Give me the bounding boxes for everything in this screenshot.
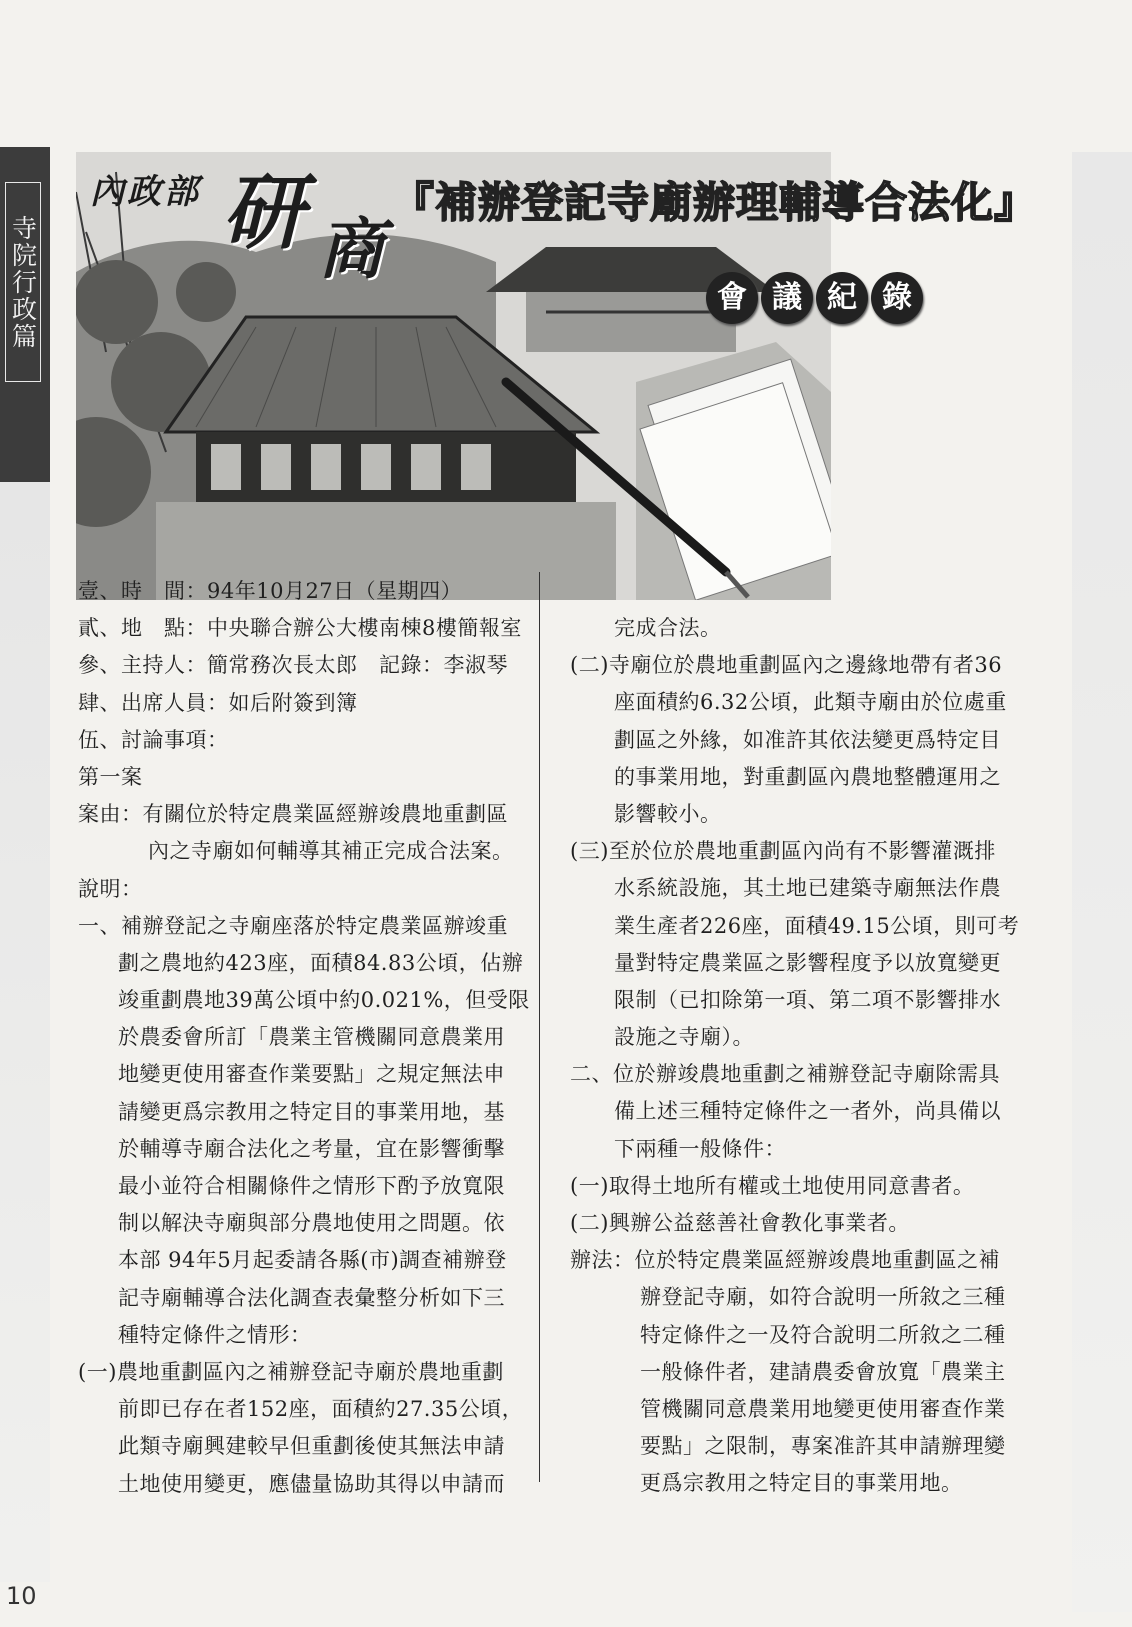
resolution-line: 特定條件之一及符合說明二所敘之二種 bbox=[640, 1322, 1006, 1347]
paragraph-line: 竣重劃農地39萬公頃中約0.021%，但受限 bbox=[118, 988, 530, 1013]
paragraph-line: 水系統設施，其土地已建築寺廟無法作農 bbox=[614, 876, 1001, 901]
paragraph-line: 最小並符合相關條件之情形下酌予放寬限 bbox=[118, 1174, 505, 1198]
left-column bbox=[78, 573, 530, 1503]
right-margin-band bbox=[1072, 152, 1132, 1612]
paragraph-line: 的事業用地，對重劃區內農地整體運用之 bbox=[614, 764, 1001, 789]
paragraph-line: 於輔導寺廟合法化之考量，宜在影響衝擊 bbox=[118, 1136, 505, 1161]
paragraph-line: 地變更使用審查作業要點」之規定無法申 bbox=[118, 1062, 505, 1087]
paragraph-line: 前即已存在者152座，面積約27.35公頃， bbox=[118, 1397, 524, 1422]
subtitle-char: 議 bbox=[761, 272, 813, 324]
resolution-line: 辦法：位於特定農業區經辦竣農地重劃區之補 bbox=[570, 1248, 1000, 1273]
paragraph-line: 種特定條件之情形： bbox=[118, 1322, 312, 1347]
paragraph-line: 請變更爲宗教用之特定目的事業用地，基 bbox=[118, 1099, 505, 1124]
subtitle-char: 紀 bbox=[816, 272, 868, 324]
resolution-line: 辦登記寺廟，如符合說明一所敘之三種 bbox=[640, 1285, 1006, 1310]
paragraph-line: 備上述三種特定條件之一者外，尚具備以 bbox=[614, 1099, 1001, 1124]
left-margin-band bbox=[0, 482, 50, 1582]
explanation-heading: 說明： bbox=[78, 876, 143, 901]
paragraph-line: (二)興辦公益慈善社會教化事業者。 bbox=[570, 1211, 910, 1235]
paragraph-line: 本部 94年5月起委請各縣(市)調查補辦登 bbox=[118, 1248, 507, 1273]
section-tab-label: 寺院行政篇 bbox=[8, 214, 38, 350]
paragraph-line: 量對特定農業區之影響程度予以放寬變更 bbox=[614, 950, 1001, 975]
paragraph-line: 完成合法。 bbox=[614, 616, 722, 640]
paragraph-line: 二、位於辦竣農地重劃之補辦登記寺廟除需具 bbox=[570, 1062, 1000, 1087]
resolution-line: 一般條件者，建請農委會放寬「農業主 bbox=[640, 1359, 1006, 1384]
meeting-location: 貳、地 點：中央聯合辦公大樓南棟8樓簡報室 bbox=[78, 616, 522, 641]
paragraph-line: 土地使用變更，應儘量協助其得以申請而 bbox=[118, 1471, 505, 1496]
paragraph-line: (一)農地重劃區內之補辦登記寺廟於農地重劃 bbox=[78, 1359, 504, 1384]
column-divider bbox=[539, 572, 540, 1482]
article-title: 『補辦登記寺廟辦理輔導合法化』 bbox=[392, 178, 1038, 227]
paragraph-line: 限制（已扣除第一項、第二項不影響排水 bbox=[614, 987, 1001, 1012]
paragraph-line: (二)寺廟位於農地重劃區內之邊緣地帶有者36 bbox=[570, 653, 1003, 678]
paragraph-line: 劃之農地約423座，面積84.83公頃，佔辦 bbox=[118, 950, 524, 975]
brand-ministry: 內政部 bbox=[90, 172, 201, 212]
brand-discuss-char: 商 bbox=[318, 210, 384, 288]
paragraph-line: 劃區之外緣，如准許其依法變更爲特定目 bbox=[614, 727, 1001, 752]
meeting-chair: 參、主持人：簡常務次長太郎 記錄：李淑琴 bbox=[78, 653, 508, 678]
subtitle-char: 會 bbox=[706, 272, 758, 324]
case-subject: 案由：有關位於特定農業區經辦竣農地重劃區 bbox=[78, 802, 508, 827]
section-tab bbox=[5, 182, 41, 382]
page-number: 10 bbox=[6, 1582, 37, 1610]
paragraph-line: 下兩種一般條件： bbox=[614, 1136, 786, 1161]
brand-research-char: 研 bbox=[222, 165, 304, 261]
right-column bbox=[570, 610, 1020, 1503]
discussion-items-heading: 伍、討論事項： bbox=[78, 727, 229, 752]
paragraph-line: 於農委會所訂「農業主管機關同意農業用 bbox=[118, 1025, 505, 1050]
meeting-attendees: 肆、出席人員：如后附簽到簿 bbox=[78, 690, 358, 715]
resolution-line: 更爲宗教用之特定目的事業用地。 bbox=[640, 1471, 963, 1496]
paragraph-line: 記寺廟輔導合法化調查表彙整分析如下三 bbox=[118, 1285, 505, 1310]
subtitle-char: 錄 bbox=[871, 272, 923, 324]
resolution-line: 管機關同意農業用地變更使用審查作業 bbox=[640, 1396, 1006, 1421]
paragraph-line: (三)至於位於農地重劃區內尚有不影響灌溉排 bbox=[570, 839, 996, 864]
meeting-time: 壹、時 間：94年10月27日（星期四） bbox=[78, 579, 463, 603]
paragraph-line: 業生產者226座，面積49.15公頃，則可考 bbox=[614, 913, 1020, 938]
paragraph-line: 設施之寺廟）。 bbox=[614, 1025, 754, 1050]
paragraph-line: 一、補辦登記之寺廟座落於特定農業區辦竣重 bbox=[78, 913, 508, 938]
meeting-minutes-label bbox=[706, 272, 923, 324]
paragraph-line: 此類寺廟興建較早但重劃後使其無法申請 bbox=[118, 1434, 505, 1459]
paragraph-line: 制以解決寺廟與部分農地使用之問題。依 bbox=[118, 1211, 505, 1236]
paragraph-line: (一)取得土地所有權或土地使用同意書者。 bbox=[570, 1173, 975, 1198]
case-subject: 內之寺廟如何輔導其補正完成合法案。 bbox=[148, 839, 514, 864]
paragraph-line: 座面積約6.32公頃，此類寺廟由於位處重 bbox=[614, 690, 1007, 715]
paragraph-line: 影響較小。 bbox=[614, 801, 722, 826]
case-heading: 第一案 bbox=[78, 764, 143, 789]
resolution-line: 要點」之限制，專案准許其申請辦理變 bbox=[640, 1434, 1006, 1459]
